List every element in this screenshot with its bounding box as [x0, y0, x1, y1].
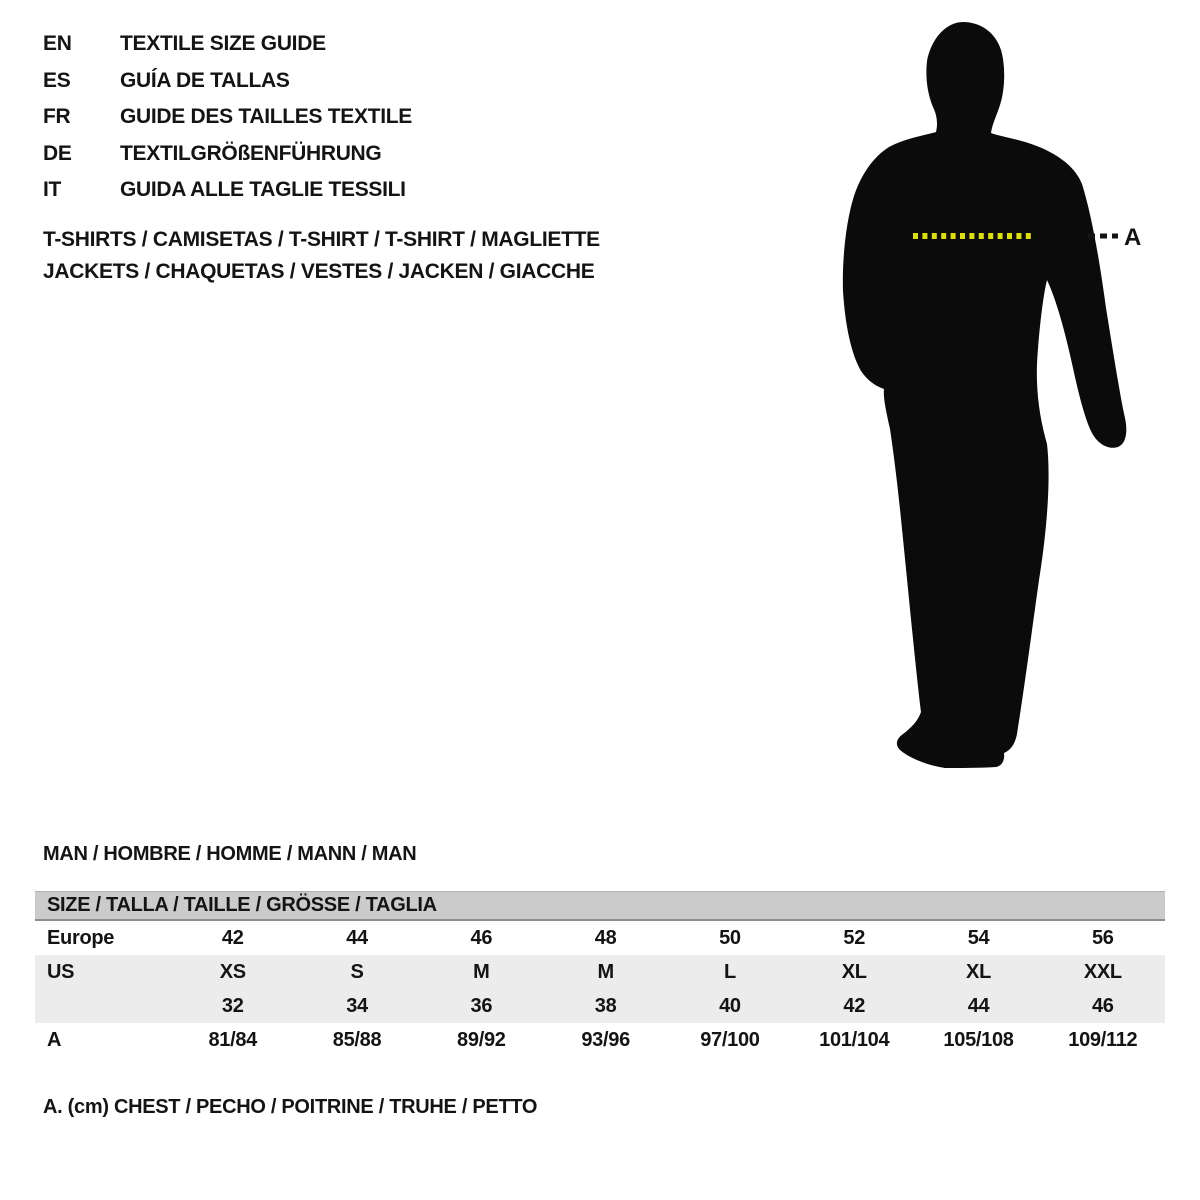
language-row: [43, 172, 412, 209]
language-title: GUIDE DES TAILLES TEXTILE: [120, 105, 412, 129]
language-row: [43, 99, 412, 136]
size-table-header: SIZE / TALLA / TAILLE / GRÖSSE / TAGLIA: [35, 891, 1165, 921]
size-cell: L: [723, 960, 736, 983]
language-row: [43, 136, 412, 173]
language-title: GUÍA DE TALLAS: [120, 68, 290, 92]
row-label: Europe: [47, 926, 115, 949]
size-cell: 93/96: [581, 1028, 630, 1051]
size-cell: 97/100: [700, 1028, 760, 1051]
table-row-us: [35, 955, 1165, 989]
language-title: GUIDA ALLE TAGLIE TESSILI: [120, 178, 406, 202]
size-cell: XL: [841, 960, 867, 983]
size-cell: 36: [470, 994, 493, 1017]
garment-categories: [43, 224, 600, 288]
size-cell: 48: [594, 926, 617, 949]
size-cell: 105/108: [943, 1028, 1014, 1051]
measurement-footnote: A. (cm) CHEST / PECHO / POITRINE / TRUHE / PETTO: [43, 1096, 538, 1118]
language-title: TEXTILGRÖßENFÜHRUNG: [120, 141, 382, 165]
size-cell: 52: [843, 926, 866, 949]
language-code: DE: [43, 141, 72, 165]
size-cell: S: [350, 960, 364, 983]
language-title: TEXTILE SIZE GUIDE: [120, 32, 326, 56]
size-cell: XL: [966, 960, 991, 983]
man-silhouette: [843, 22, 1126, 768]
table-row-europe: [35, 921, 1165, 955]
size-cell: 46: [470, 926, 493, 949]
size-cell: 46: [1091, 994, 1114, 1017]
size-cell: 40: [719, 994, 741, 1017]
size-table: [35, 891, 1165, 1057]
size-cell: 109/112: [1068, 1028, 1138, 1051]
size-cell: 44: [346, 926, 368, 949]
size-cell: 89/92: [457, 1028, 506, 1051]
language-code: FR: [43, 105, 71, 129]
language-row: [43, 63, 412, 100]
size-cell: 38: [594, 994, 617, 1017]
section-title-man: MAN / HOMBRE / HOMME / MANN / MAN: [43, 843, 417, 865]
size-cell: 56: [1091, 926, 1114, 949]
size-cell: 101/104: [819, 1028, 890, 1051]
category-line-jackets: JACKETS / CHAQUETAS / VESTES / JACKEN / GIACCHE: [43, 260, 595, 283]
size-cell: XXL: [1083, 960, 1122, 983]
size-cell: 32: [221, 994, 244, 1017]
row-label: A: [47, 1028, 62, 1051]
language-code: IT: [43, 178, 62, 202]
language-code: EN: [43, 32, 72, 56]
size-cell: 44: [967, 994, 990, 1017]
size-cell: 50: [719, 926, 741, 949]
measure-label-a: A: [1124, 224, 1142, 251]
man-silhouette-svg: [830, 10, 1160, 785]
size-cell: 85/88: [332, 1028, 382, 1051]
language-row: [43, 26, 412, 63]
category-line-tshirts: T-SHIRTS / CAMISETAS / T-SHIRT / T-SHIRT / MAGLIETTE: [43, 228, 600, 251]
figure: [830, 10, 1160, 785]
table-row-us-numeric: [35, 989, 1165, 1023]
size-cell: 81/84: [208, 1028, 258, 1051]
size-cell: 54: [967, 926, 990, 949]
size-cell: 34: [346, 994, 368, 1017]
size-cell: M: [597, 960, 614, 983]
size-cell: M: [473, 960, 490, 983]
size-cell: 42: [843, 994, 866, 1017]
size-cell: XS: [219, 960, 246, 983]
size-cell: 42: [221, 926, 244, 949]
row-label: US: [47, 960, 75, 983]
table-row-chest: [35, 1023, 1165, 1057]
language-code: ES: [43, 68, 71, 92]
language-title-list: [43, 26, 412, 209]
